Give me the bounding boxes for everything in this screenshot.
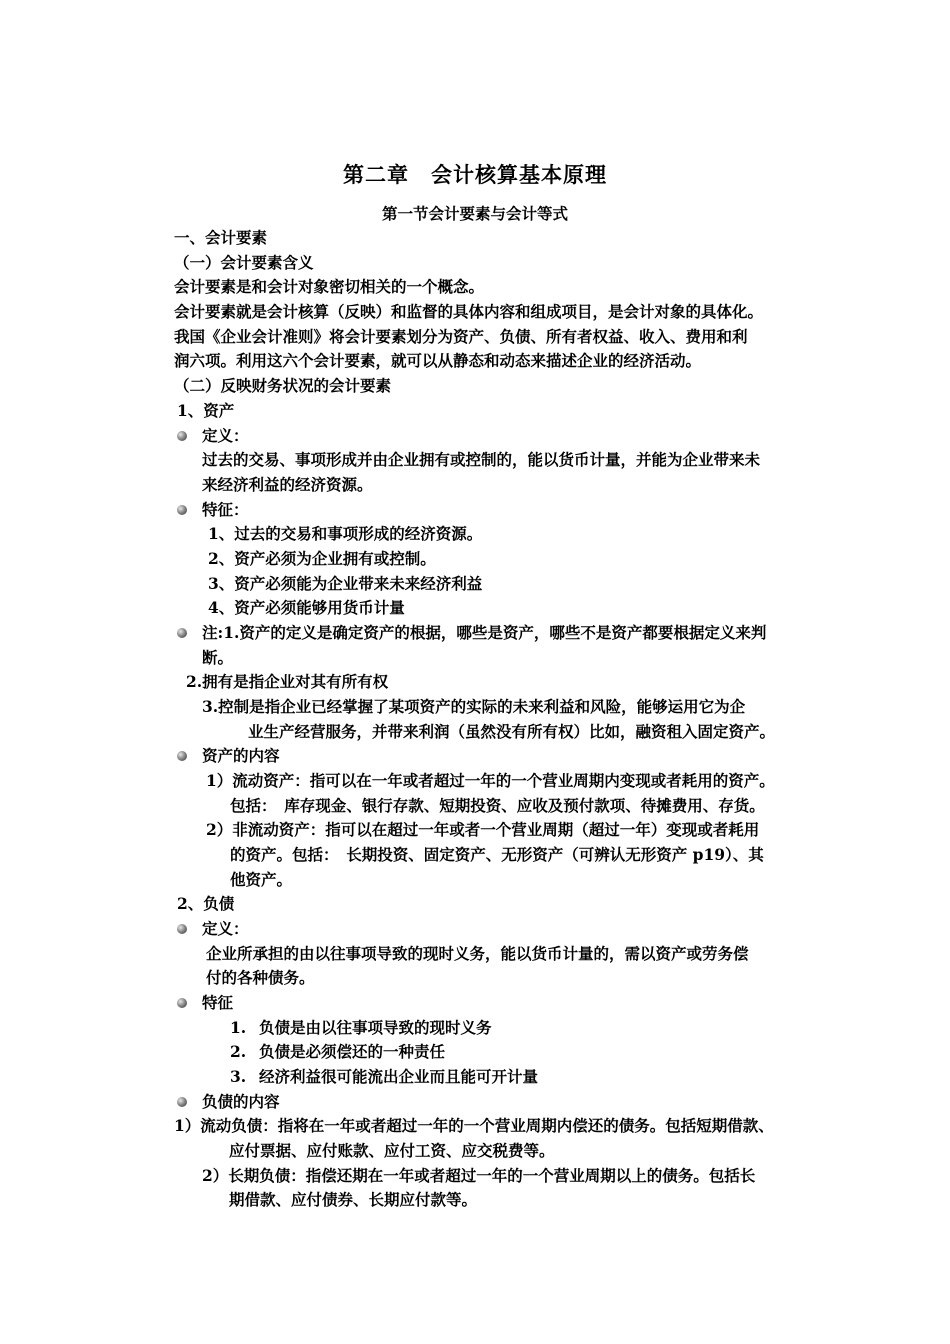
bullet-icon [177,751,187,761]
list-item: 4、资产必须能够用货币计量 [208,598,405,617]
note-line: 3.控制是指企业已经掌握了某项资产的实际的未来利益和风险，能够运用它为企 [202,697,746,716]
chapter-title: 第二章 会计核算基本原理 [343,162,607,187]
list-number: 1. [230,1018,247,1037]
paragraph-line: 企业所承担的由以往事项导致的现时义务，能以货币计量的，需以资产或劳务偿 [206,944,749,963]
list-item: 负债是必须偿还的一种责任 [259,1042,446,1061]
paragraph-line: 1）流动资产：指可以在一年或者超过一年的一个营业周期内变现或者耗用的资产。 [206,771,775,790]
list-item: 经济利益很可能流出企业而且能可开计量 [259,1067,539,1086]
list-item: 负债是由以往事项导致的现时义务 [259,1018,492,1037]
paragraph-line: 期借款、应付债券、长期应付款等。 [229,1190,478,1209]
note-line: 注:1.资产的定义是确定资产的根据，哪些是资产，哪些不是资产都要根据定义来判 [202,623,767,642]
heading-accounting-elements: 一、会计要素 [174,228,268,247]
paragraph-line: 1）流动负债：指将在一年或者超过一年的一个营业周期内偿还的债务。包括短期借款、 [174,1116,774,1135]
bullet-icon [177,924,187,934]
bullet-icon [177,628,187,638]
paragraph-line: 付的各种债务。 [206,968,315,987]
paragraph-line: 2）长期负债：指偿还期在一年或者超过一年的一个营业周期以上的债务。包括长 [202,1166,756,1185]
note-line: 断。 [202,648,234,667]
assets-content-label: 资产的内容 [202,746,280,765]
list-item: 1、过去的交易和事项形成的经济资源。 [208,524,483,543]
paragraph-line: 润六项。利用这六个会计要素，就可以从静态和动态来描述企业的经济活动。 [174,351,702,370]
paragraph-line: 应付票据、应付账款、应付工资、应交税费等。 [229,1141,555,1160]
paragraph-line: 过去的交易、事项形成并由企业拥有或控制的，能以货币计量，并能为企业带来未 [202,450,761,469]
liabilities-features-label: 特征 [202,993,234,1012]
bullet-icon [177,431,187,441]
list-number: 3. [230,1067,247,1086]
bullet-icon [177,505,187,515]
note-line: 2.拥有是指企业对其有所有权 [186,672,389,691]
bullet-icon [177,998,187,1008]
list-item: 3、资产必须能为企业带来未来经济利益 [208,574,483,593]
liabilities-definition-label: 定义： [202,919,249,938]
heading-liabilities: 2、负债 [177,894,235,913]
paragraph-line: 他资产。 [230,870,293,889]
list-number: 2. [230,1042,247,1061]
subheading-financial-position: （二）反映财务状况的会计要素 [174,376,392,395]
paragraph-line: 会计要素就是会计核算（反映）和监督的具体内容和组成项目，是会计对象的具体化。 [174,302,764,321]
paragraph-line: 会计要素是和会计对象密切相关的一个概念。 [174,277,485,296]
note-line: 业生产经营服务，并带来利润（虽然没有所有权）比如，融资租入固定资产。 [248,722,776,741]
paragraph-line: 2）非流动资产：指可以在超过一年或者一个营业周期（超过一年）变现或者耗用 [206,820,760,839]
paragraph-line: 的资产。包括： 长期投资、固定资产、无形资产（可辨认无形资产 p19）、其 [230,845,764,864]
bullet-icon [177,1097,187,1107]
subheading-meaning: （一）会计要素含义 [174,253,314,272]
section-title: 第一节会计要素与会计等式 [381,204,568,223]
liabilities-content-label: 负债的内容 [202,1092,280,1111]
assets-definition-label: 定义： [202,426,249,445]
heading-assets: 1、资产 [177,401,235,420]
assets-features-label: 特征： [202,500,249,519]
paragraph-line: 我国《企业会计准则》将会计要素划分为资产、负债、所有者权益、收入、费用和利 [174,327,748,346]
list-item: 2、资产必须为企业拥有或控制。 [208,549,436,568]
paragraph-line: 包括： 库存现金、银行存款、短期投资、应收及预付款项、待摊费用、存货。 [230,796,765,815]
paragraph-line: 来经济利益的经济资源。 [202,475,373,494]
